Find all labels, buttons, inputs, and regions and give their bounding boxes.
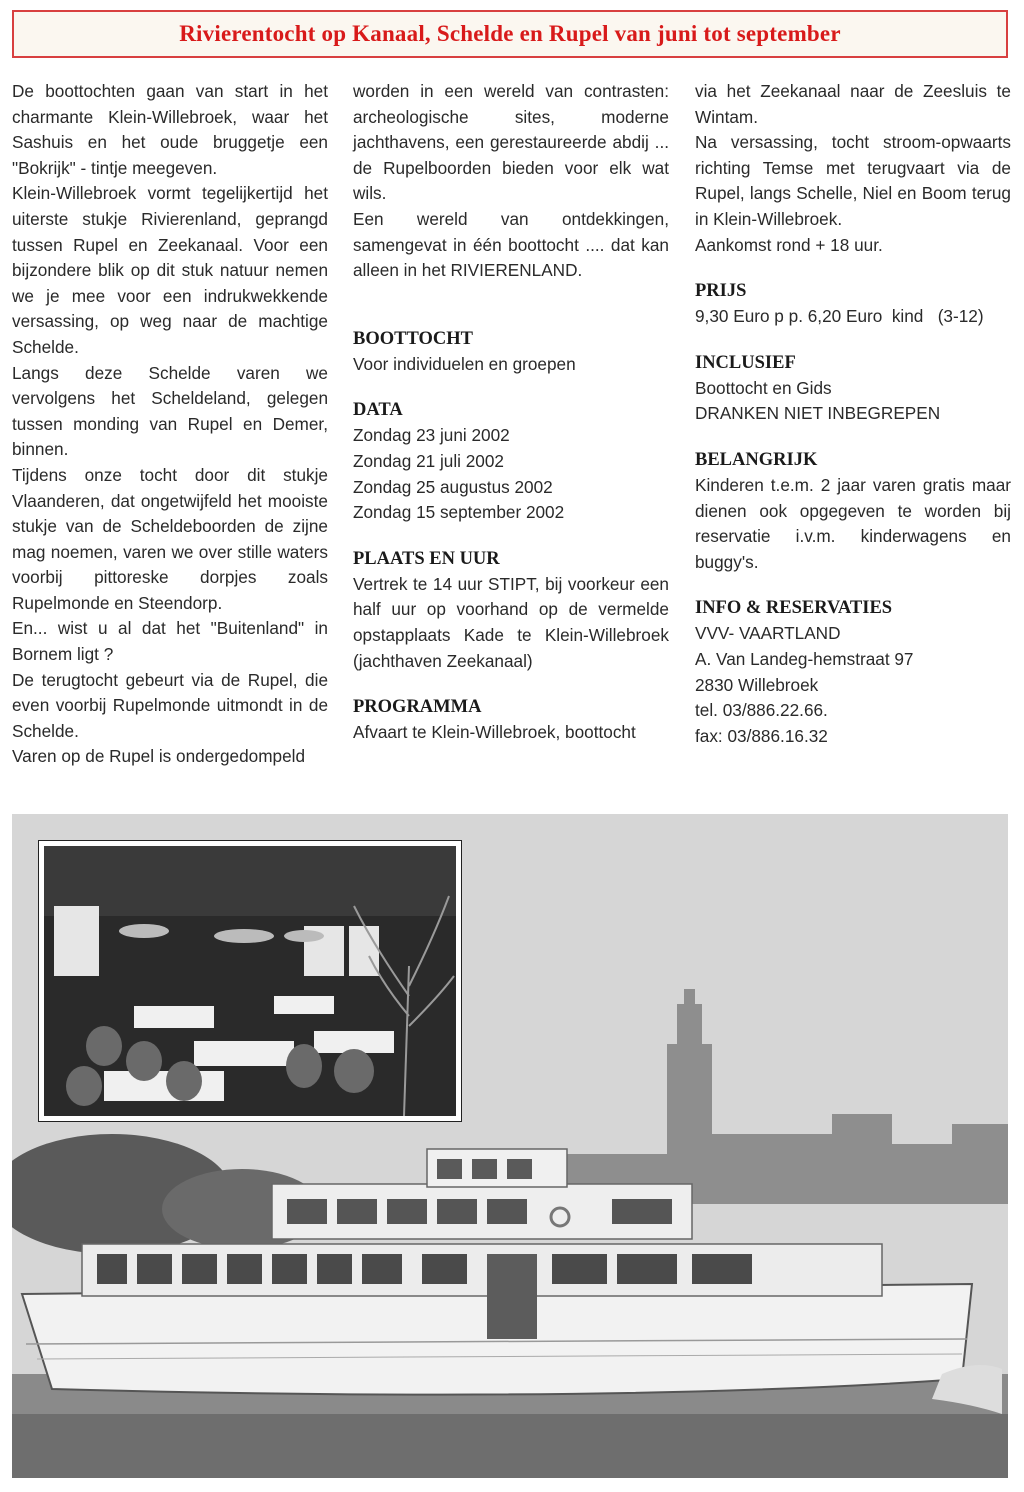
intro-paragraph: worden in een wereld van contrasten: archeologische sites, moderne jachthavens, een gerestaureerde abdij ... de Rupelboorden bieden voor elk wat wils. bbox=[353, 81, 669, 204]
data-heading: DATA bbox=[353, 400, 403, 421]
programma-text: Na versassing, tocht stroom-opwaarts richting Temse met terugvaart via de Rupel, langs Schelle, Niel en Boom terug in Klein-Willebroek. bbox=[695, 132, 1011, 229]
intro-column-1 bbox=[12, 79, 328, 770]
boottocht-text: Voor individuelen en groepen bbox=[353, 353, 576, 374]
inclusief-line: DRANKEN NIET INBEGREPEN bbox=[695, 403, 941, 424]
title-banner bbox=[12, 10, 1008, 58]
intro-paragraph: Varen op de Rupel is ondergedompeld bbox=[12, 746, 306, 767]
date-item: Zondag 15 september 2002 bbox=[353, 502, 565, 523]
intro-paragraph: De terugtocht gebeurt via de Rupel, die even voorbij Rupelmonde uitmondt in de Schelde. bbox=[12, 669, 328, 741]
intro-paragraph: Klein-Willebroek vormt tegelijkertijd het uiterste stukje Rivierenland, geprangd tussen Rupel en Zeekanaal. Voor een bijzondere blik op dit stuk natuur nemen we je mee voor een indrukwekkende versassing, op weg naar de machtige Schelde. bbox=[12, 183, 328, 357]
info-heading: INFO & RESERVATIES bbox=[695, 598, 893, 619]
info-line: 2830 Willebroek bbox=[695, 674, 819, 695]
programma-text: via het Zeekanaal naar de Zeesluis te Wintam. bbox=[695, 81, 1011, 127]
belangrijk-text: Kinderen t.e.m. 2 jaar varen gratis maar dienen ook opgegeven te worden bij reservatie i.v.m. kinderwagens en buggy's. bbox=[695, 474, 1011, 572]
date-item: Zondag 25 augustus 2002 bbox=[353, 476, 553, 497]
boat-photo bbox=[12, 814, 1008, 1478]
intro-paragraph: De boottochten gaan van start in het charmante Klein-Willebroek, waar het Sashuis en het oude bruggetje een "Bokrijk" - tintje meegeven. bbox=[12, 81, 328, 178]
interior-photo bbox=[38, 840, 462, 1122]
belangrijk-heading: BELANGRIJK bbox=[695, 449, 818, 470]
plaats-heading: PLAATS EN UUR bbox=[353, 548, 500, 569]
boottocht-heading: BOOTTOCHT bbox=[353, 328, 473, 349]
intro-paragraph: En... wist u al dat het "Buitenland" in Bornem ligt ? bbox=[12, 618, 328, 665]
intro-column-2 bbox=[353, 79, 669, 746]
interior-scene bbox=[44, 846, 456, 1116]
intro-paragraph: Een wereld van ontdekkingen, samengevat in één boottocht .... dat kan alleen in het RIVIERENLAND. bbox=[353, 208, 669, 281]
intro-paragraph: Tijdens onze tocht door dit stukje Vlaanderen, dat ongetwijfeld het mooiste stukje van de Scheldeboorden de zijne mag noemen, varen we over stille waters voorbij pittoreske dorpjes zoals Rupelmonde en Steendorp. bbox=[12, 464, 328, 613]
date-item: Zondag 21 juli 2002 bbox=[353, 450, 504, 471]
info-line: A. Van Landeg-hemstraat 97 bbox=[695, 648, 914, 669]
prijs-heading: PRIJS bbox=[695, 281, 747, 302]
info-line: fax: 03/886.16.32 bbox=[695, 725, 828, 746]
inclusief-heading: INCLUSIEF bbox=[695, 352, 796, 373]
programma-heading: PROGRAMMA bbox=[353, 697, 482, 718]
intro-paragraph: Langs deze Schelde varen we vervolgens het Scheldeland, gelegen tussen monding van Rupel en Demer, binnen. bbox=[12, 362, 328, 460]
info-line: VVV- VAARTLAND bbox=[695, 623, 841, 644]
info-column bbox=[695, 79, 1011, 749]
page-title: Rivierentocht op Kanaal, Schelde en Rupel van juni tot september bbox=[179, 21, 841, 46]
interior-photo-image bbox=[44, 846, 456, 1116]
prijs-text: 9,30 Euro p p. 6,20 Euro kind (3-12) bbox=[695, 306, 984, 327]
info-line: tel. 03/886.22.66. bbox=[695, 700, 828, 721]
date-item: Zondag 23 juni 2002 bbox=[353, 425, 510, 446]
programma-text: Aankomst rond + 18 uur. bbox=[695, 234, 883, 255]
programma-text: Afvaart te Klein-Willebroek, boottocht bbox=[353, 722, 636, 743]
plaats-text: Vertrek te 14 uur STIPT, bij voorkeur een half uur op voorhand op de vermelde opstapplaats Kade te Klein-Willebroek (jachthaven Zeekanaal) bbox=[353, 573, 669, 671]
inclusief-line: Boottocht en Gids bbox=[695, 377, 832, 398]
